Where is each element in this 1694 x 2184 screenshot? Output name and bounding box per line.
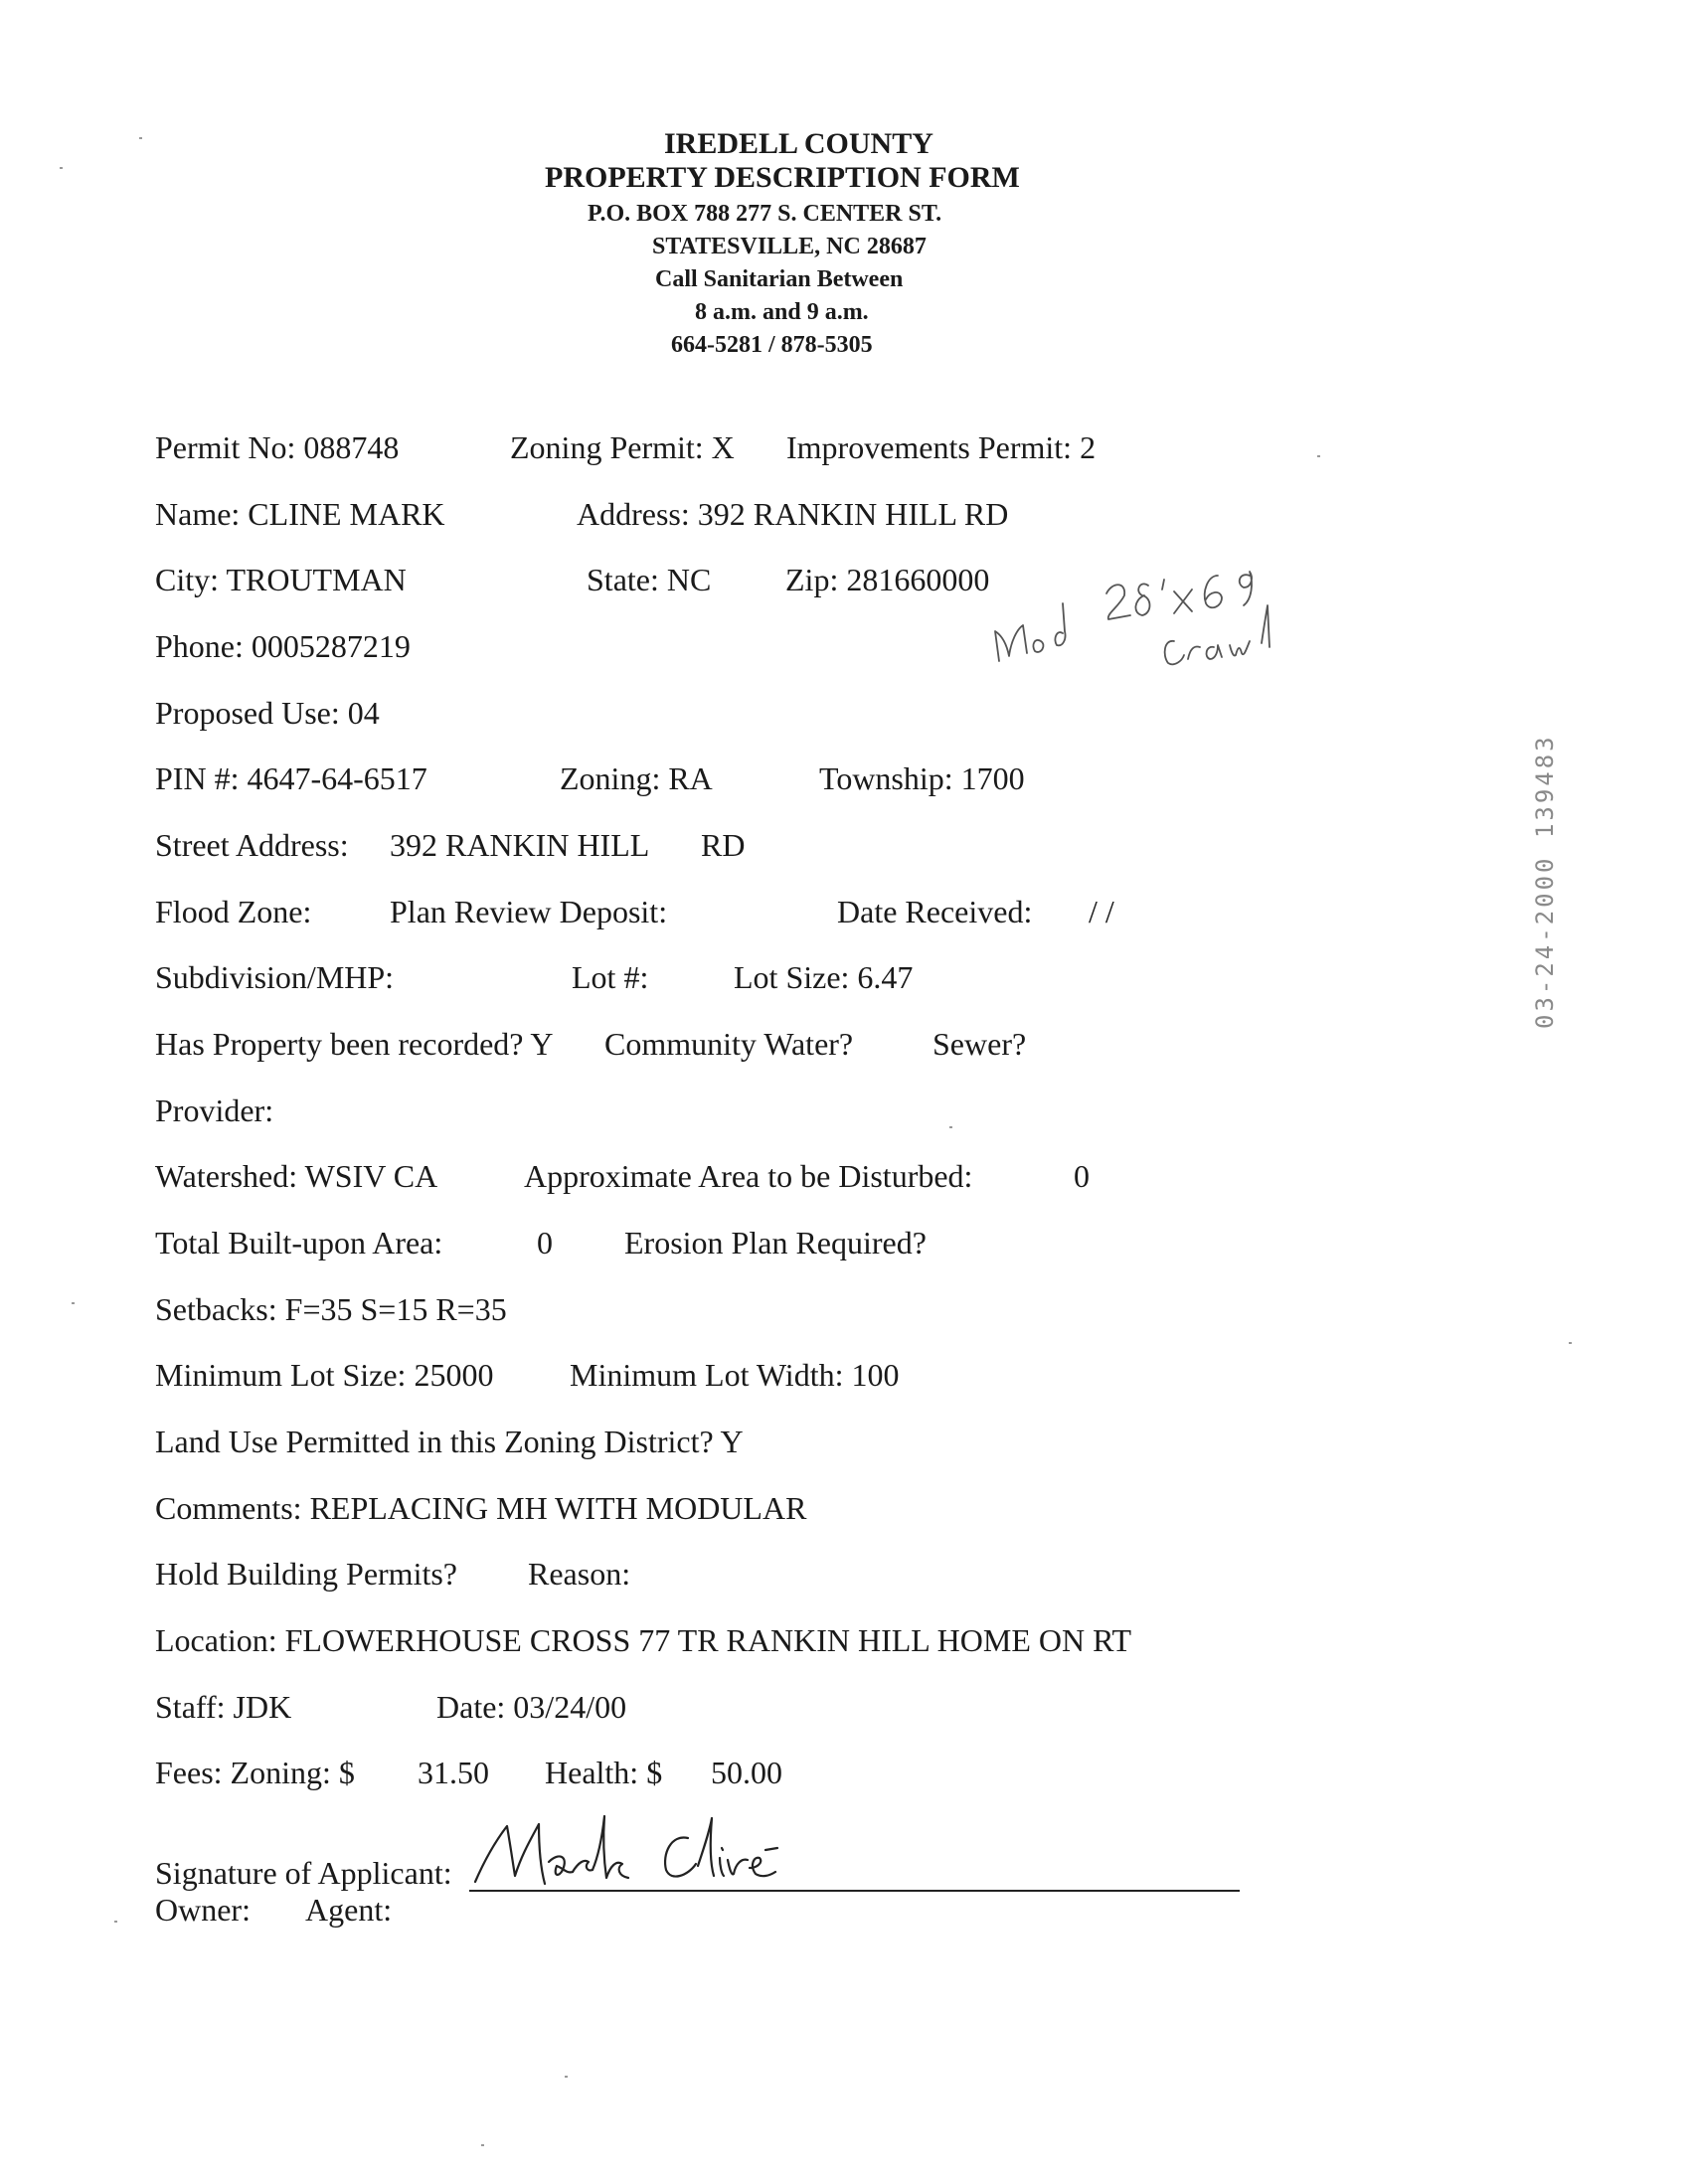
- minimum-lot-width: Minimum Lot Width: 100: [570, 1357, 900, 1393]
- pin-number: PIN #: 4647-64-6517: [155, 760, 427, 796]
- land-use-permitted: Land Use Permitted in this Zoning District? Y: [155, 1424, 744, 1459]
- property-recorded: Has Property been recorded? Y: [155, 1026, 554, 1062]
- comments-field: Comments: REPLACING MH WITH MODULAR: [155, 1490, 807, 1526]
- scan-speck: [1569, 1342, 1572, 1344]
- lot-number: Lot #:: [572, 959, 649, 995]
- fees-health-label: Health: $: [545, 1755, 663, 1790]
- reason-field: Reason:: [528, 1556, 631, 1592]
- minimum-lot-size: Minimum Lot Size: 25000: [155, 1357, 494, 1393]
- received-date-stamp: 03-24-2000 139483: [1531, 734, 1559, 1029]
- fees-zoning-value: 31.50: [418, 1755, 489, 1790]
- agent-field: Agent:: [305, 1892, 393, 1928]
- permit-number: Permit No: 088748: [155, 429, 400, 465]
- street-address-label: Street Address:: [155, 827, 349, 863]
- scan-speck: [139, 137, 142, 139]
- zoning-permit: Zoning Permit: X: [510, 429, 735, 465]
- area-disturbed-label: Approximate Area to be Disturbed:: [524, 1158, 973, 1194]
- sewer-field: Sewer?: [932, 1026, 1027, 1062]
- handwritten-note-mod-crawl: [979, 522, 1347, 686]
- erosion-plan: Erosion Plan Required?: [624, 1225, 927, 1260]
- street-address-value: 392 RANKIN HILL: [390, 827, 650, 863]
- form-title: PROPERTY DESCRIPTION FORM: [545, 161, 1020, 194]
- scan-speck: [114, 1921, 117, 1923]
- owner-field: Owner:: [155, 1892, 251, 1928]
- call-hours: 8 a.m. and 9 a.m.: [695, 299, 869, 325]
- zip-field: Zip: 281660000: [785, 562, 990, 597]
- date-received: Date Received:: [837, 894, 1033, 929]
- date-field: Date: 03/24/00: [436, 1689, 627, 1725]
- hold-building-permits: Hold Building Permits?: [155, 1556, 457, 1592]
- community-water: Community Water?: [604, 1026, 854, 1062]
- staff-field: Staff: JDK: [155, 1689, 292, 1725]
- zoning-field: Zoning: RA: [560, 760, 713, 796]
- date-received-value: / /: [1089, 894, 1114, 929]
- flood-zone: Flood Zone:: [155, 894, 312, 929]
- lot-size: Lot Size: 6.47: [734, 959, 914, 995]
- improvements-permit: Improvements Permit: 2: [786, 429, 1097, 465]
- scan-speck: [481, 2144, 484, 2146]
- plan-review-deposit: Plan Review Deposit:: [390, 894, 668, 929]
- setbacks-field: Setbacks: F=35 S=15 R=35: [155, 1291, 507, 1327]
- call-instructions: Call Sanitarian Between: [655, 266, 904, 292]
- state-field: State: NC: [587, 562, 712, 597]
- city-field: City: TROUTMAN: [155, 562, 407, 597]
- built-upon-area-value: 0: [537, 1225, 553, 1260]
- proposed-use: Proposed Use: 04: [155, 695, 380, 731]
- watershed-field: Watershed: WSIV CA: [155, 1158, 438, 1194]
- fees-health-value: 50.00: [711, 1755, 782, 1790]
- county-name: IREDELL COUNTY: [664, 127, 933, 160]
- subdivision-mhp: Subdivision/MHP:: [155, 959, 395, 995]
- applicant-address: Address: 392 RANKIN HILL RD: [577, 496, 1009, 532]
- fees-zoning-label: Fees: Zoning: $: [155, 1755, 355, 1790]
- township-field: Township: 1700: [819, 760, 1025, 796]
- scan-speck: [60, 167, 63, 169]
- street-address-suffix: RD: [701, 827, 746, 863]
- mailing-address: P.O. BOX 788 277 S. CENTER ST.: [588, 201, 942, 227]
- provider-field: Provider:: [155, 1092, 274, 1128]
- location-field: Location: FLOWERHOUSE CROSS 77 TR RANKIN HILL HOME ON RT: [155, 1622, 1132, 1658]
- city-state-zip: STATESVILLE, NC 28687: [652, 234, 927, 259]
- scan-speck: [1317, 455, 1320, 457]
- phone-numbers: 664-5281 / 878-5305: [671, 332, 873, 358]
- scan-speck: [949, 1126, 952, 1128]
- scan-speck: [565, 2076, 568, 2078]
- scan-speck: [72, 1302, 75, 1304]
- applicant-signature: [467, 1804, 805, 1904]
- area-disturbed-value: 0: [1074, 1158, 1090, 1194]
- phone-field: Phone: 0005287219: [155, 628, 411, 664]
- applicant-name: Name: CLINE MARK: [155, 496, 445, 532]
- built-upon-area-label: Total Built-upon Area:: [155, 1225, 443, 1260]
- signature-label: Signature of Applicant:: [155, 1855, 452, 1891]
